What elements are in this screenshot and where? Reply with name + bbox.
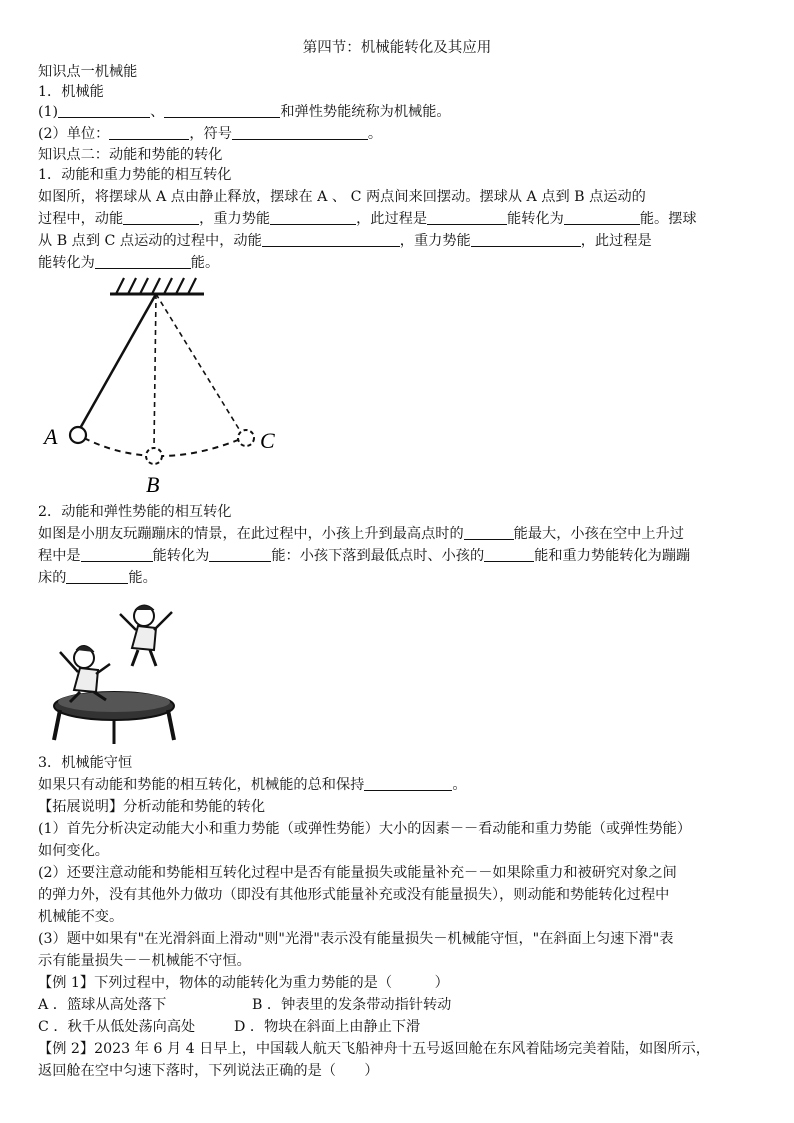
example-1-stem: 【例 1】下列过程中，物体的动能转化为重力势能的是（ ）: [38, 975, 449, 991]
blank[interactable]: [95, 254, 191, 269]
extension-heading: 【拓展说明】分析动能和势能的转化: [38, 799, 266, 815]
section-heading-2: 知识点二：动能和势能的转化: [38, 147, 223, 163]
example-1-options-cd: [38, 1016, 758, 1038]
paragraph-line: 示有能量损失－－机械能不守恒。: [38, 953, 251, 969]
blank[interactable]: [270, 210, 356, 225]
blank[interactable]: [66, 569, 128, 584]
blank[interactable]: [484, 547, 534, 562]
subheading-kinetic-gravity: 1．动能和重力势能的相互转化: [38, 167, 232, 183]
label-c: C: [260, 428, 275, 453]
paragraph-line: 能转化为 能。: [38, 255, 220, 271]
blank[interactable]: [364, 776, 452, 791]
paragraph-line: (2）还要注意动能和势能相互转化过程中是否有能量损失或能量补充－－如果除重力和被研究对象之间: [38, 865, 677, 881]
paragraph-line: 如果只有动能和势能的相互转化，机械能的总和保持 。: [38, 777, 467, 793]
blank[interactable]: [471, 232, 581, 247]
blank[interactable]: [123, 210, 199, 225]
blank[interactable]: [262, 232, 400, 247]
blank[interactable]: [109, 125, 189, 140]
option-a[interactable]: A ．篮球从高处落下: [38, 997, 167, 1013]
paragraph-line: 过程中，动能 ，重力势能 ，此过程是 能转化为 能。摆球: [38, 211, 697, 227]
blank[interactable]: [209, 547, 271, 562]
paragraph-line: 如图是小朋友玩蹦蹦床的情景，在此过程中，小孩上升到最高点时的 能最大，小孩在空中上升过: [38, 526, 684, 542]
example-2-line: 【例 2】2023 年 6 月 4 日早上，中国载人航天飞船神舟十五号返回舱在东风着陆场完美着陆，如图所示，: [38, 1041, 710, 1057]
question-line-1: (1) 、 和弹性势能统称为机械能。: [38, 104, 451, 120]
paragraph-line: (1）首先分析决定动能大小和重力势能（或弹性势能）大小的因素－－看动能和重力势能（或弹性势能）: [38, 821, 692, 837]
example-2-line: 返回舱在空中匀速下落时，下列说法正确的是（ ）: [38, 1063, 379, 1079]
bob-a: [70, 427, 86, 443]
blank[interactable]: [464, 525, 514, 540]
bob-c: [238, 430, 254, 446]
option-b[interactable]: B ．钟表里的发条带动指针转动: [252, 997, 452, 1013]
paragraph-line: 程中是 能转化为 能：小孩下落到最低点时、小孩的 能和重力势能转化为蹦蹦: [38, 548, 691, 564]
subheading-mechanical-energy: 1．机械能: [38, 84, 104, 100]
paragraph-line: 的弹力外，没有其他外力做功（即没有其他形式能量补充或没有能量损失），则动能和势能转化过程中: [38, 887, 670, 903]
trampoline-figure: [40, 594, 190, 746]
label-b: B: [146, 472, 160, 497]
page-title: 第四节：机械能转化及其应用: [302, 40, 492, 56]
example-1-options-ab: [38, 994, 758, 1016]
blank[interactable]: [232, 125, 368, 140]
pendulum-figure: [38, 268, 298, 500]
subheading-kinetic-elastic: 2．动能和弹性势能的相互转化: [38, 504, 232, 520]
paragraph-line: 如图所，将摆球从 A 点由静止释放，摆球在 A 、 C 两点间来回摆动。摆球从 A 点到 B 点运动的: [38, 189, 646, 205]
paragraph-line: 机械能不变。: [38, 909, 124, 925]
paragraph-line: 如何变化。: [38, 843, 109, 859]
blank[interactable]: [164, 103, 280, 118]
blank[interactable]: [564, 210, 640, 225]
blank[interactable]: [427, 210, 507, 225]
question-line-2: (2）单位： ，符号 。: [38, 126, 383, 142]
option-d[interactable]: D ．物块在斜面上由静止下滑: [234, 1019, 421, 1035]
paragraph-line: (3）题中如果有"在光滑斜面上滑动"则"光滑"表示没有能量损失－机械能守恒，"在斜面上匀速下滑"表: [38, 931, 674, 947]
bob-b: [146, 448, 162, 464]
option-c[interactable]: C ．秋千从低处荡向高处: [38, 1019, 196, 1035]
section-heading-1: 知识点一机械能: [38, 64, 138, 80]
blank[interactable]: [81, 547, 153, 562]
label-a: A: [44, 424, 58, 449]
paragraph-line: 床的 能。: [38, 570, 157, 586]
paragraph-line: 从 B 点到 C 点运动的过程中，动能 ，重力势能 ，此过程是: [38, 233, 652, 249]
blank[interactable]: [58, 103, 150, 118]
subheading-conservation: 3．机械能守恒: [38, 755, 133, 771]
